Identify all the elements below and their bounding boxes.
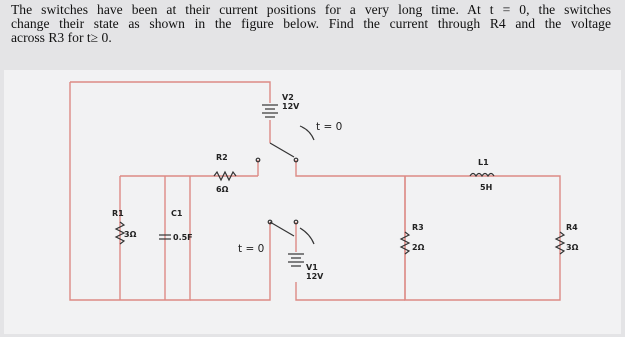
r2-value-label: 6Ω xyxy=(216,185,229,194)
switch-top-time-label: t = 0 xyxy=(316,121,343,133)
r3-name-label: R3 xyxy=(412,223,424,232)
l1-name-label: L1 xyxy=(478,158,489,167)
v2-value-label: 12V xyxy=(282,102,300,111)
l1-value-label: 5H xyxy=(480,183,493,192)
problem-line-2: change their state as shown in the figure below. Find the current through R4 and the voltage xyxy=(11,16,611,32)
switch-bottom-time-label: t = 0 xyxy=(238,243,265,255)
c1-value-label: 0.5F xyxy=(173,233,193,242)
r4-name-label: R4 xyxy=(566,223,578,232)
r4-value-label: 3Ω xyxy=(566,243,579,252)
diagram-panel xyxy=(4,70,621,334)
r1-value-label: 3Ω xyxy=(124,230,137,239)
problem-line-1: The switches have been at their current positions for a very long time. At t = 0, the switches xyxy=(11,2,611,17)
r2-name-label: R2 xyxy=(216,153,228,162)
c1-name-label: C1 xyxy=(171,209,183,218)
r1-name-label: R1 xyxy=(112,209,124,218)
r3-value-label: 2Ω xyxy=(412,243,425,252)
v1-value-label: 12V xyxy=(306,272,324,281)
v1-name-label: V1 xyxy=(306,263,318,272)
problem-line-3: across R3 for t≥ 0. xyxy=(11,30,112,46)
v2-name-label: V2 xyxy=(282,93,294,102)
